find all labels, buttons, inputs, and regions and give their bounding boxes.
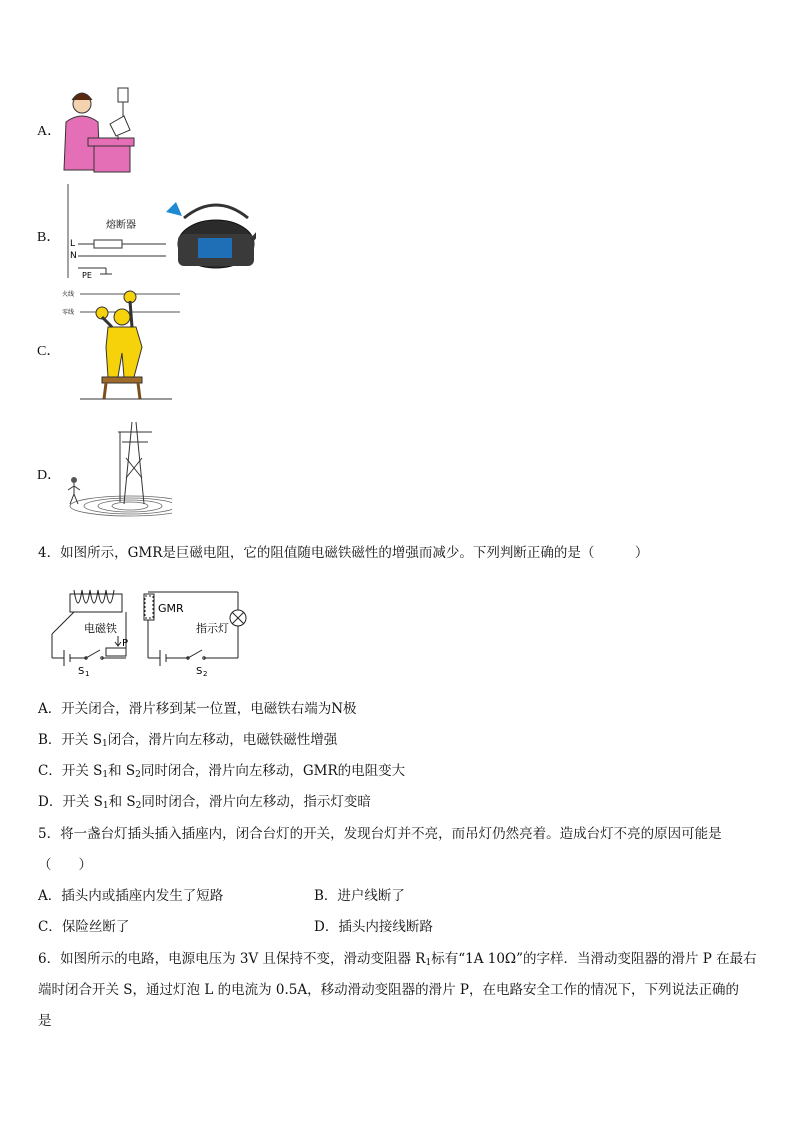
indicator-lamp-label: 指示灯 bbox=[196, 622, 229, 635]
q4-option-b: B．开关 $S_1$闭合，滑片向左移动，电磁铁磁性增强 bbox=[38, 732, 338, 749]
option-d-image bbox=[62, 418, 172, 518]
electromagnet-label: 电磁铁 bbox=[84, 622, 117, 635]
pe-label: PE bbox=[82, 271, 92, 280]
option-c-letter: C． bbox=[37, 344, 61, 359]
option-b-letter: B． bbox=[37, 230, 61, 245]
option-b-image bbox=[66, 182, 256, 282]
l-label: L bbox=[70, 239, 76, 249]
neutral-wire-label: 零线 bbox=[62, 309, 75, 316]
q4-stem: 4．如图所示，GMR是巨磁电阻，它的阻值随电磁铁磁性的增强而减少。下列判断正确的是（ ） bbox=[38, 545, 649, 561]
s2-sub: 2 bbox=[203, 670, 208, 676]
option-a-image bbox=[58, 86, 138, 176]
live-wire-label: 火线 bbox=[62, 291, 75, 298]
q6-line3: 是 bbox=[38, 1013, 52, 1029]
option-c-image bbox=[62, 287, 182, 402]
q4-option-d: D．开关 $S_1$和 $S_2$同时闭合，滑片向左移动，指示灯变暗 bbox=[38, 794, 371, 811]
gmr-label: GMR bbox=[158, 602, 184, 615]
option-d-letter: D． bbox=[37, 468, 62, 483]
q4-option-a: A．开关闭合，滑片移到某一位置，电磁铁右端为N极 bbox=[38, 701, 357, 717]
q5-option-d: D．插头内接线断路 bbox=[314, 919, 433, 935]
q6-line1: 6．如图所示的电路，电源电压为 3V 且保持不变，滑动变阻器 $R_1$标有“1A 10Ω”的字样．当滑动变阻器的滑片 P 在最右 bbox=[38, 951, 757, 968]
n-label: N bbox=[70, 251, 77, 261]
q4-option-c: C．开关 $S_1$和 $S_2$同时闭合，滑片向左移动，GMR的电阻变大 bbox=[38, 763, 406, 780]
slider-p-label: P bbox=[122, 638, 129, 649]
option-a-letter: A． bbox=[37, 124, 62, 139]
s2-label: S bbox=[196, 666, 203, 676]
s1-label: S bbox=[78, 666, 85, 676]
q4-circuit-diagram bbox=[48, 586, 258, 676]
q5-option-a: A．插头内或插座内发生了短路 bbox=[38, 888, 224, 904]
q5-stem-line1: 5．将一盏台灯插头插入插座内，闭合台灯的开关，发现台灯并不亮，而吊灯仍然亮着。造成台灯不亮的原因可能是 bbox=[38, 826, 722, 842]
q6-line2: 端时闭合开关 S，通过灯泡 L 的电流为 0.5A，移动滑动变阻器的滑片 P，在电路安全工作的情况下，下列说法正确的 bbox=[38, 982, 739, 998]
q5-option-c: C．保险丝断了 bbox=[38, 919, 130, 935]
fuse-label: 熔断器 bbox=[106, 220, 136, 231]
q5-option-b: B．进户线断了 bbox=[314, 888, 405, 904]
q5-stem-line2: （ ） bbox=[38, 857, 92, 873]
s1-sub: 1 bbox=[85, 670, 90, 676]
